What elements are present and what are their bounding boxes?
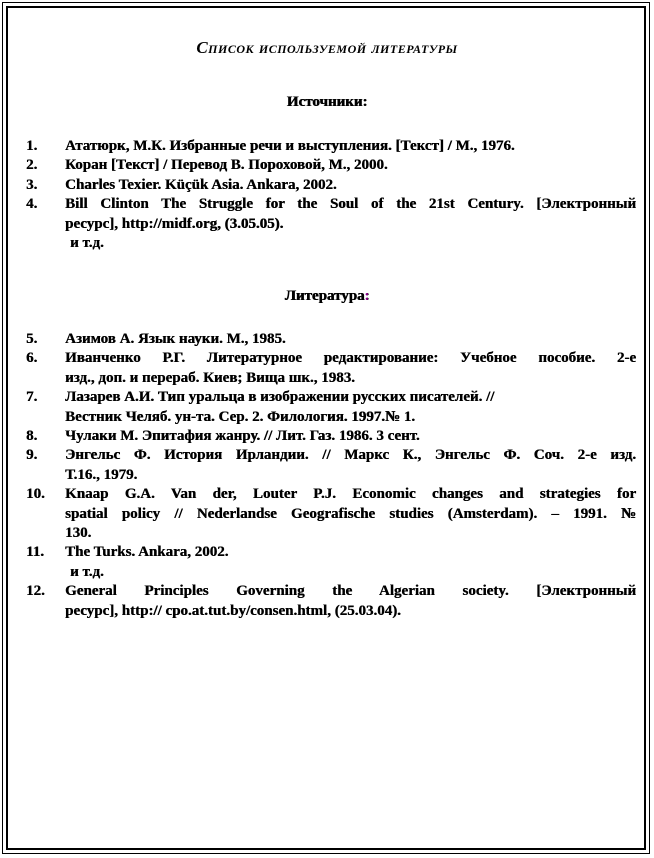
item-text: Азимов А. Язык науки. М., 1985.	[65, 331, 286, 347]
item-text: Чулаки М. Эпитафия жанру. // Лит. Газ. 1986. 3 сент.	[65, 428, 420, 445]
literature-heading	[0, 288, 654, 305]
list-item	[18, 582, 636, 621]
item-text-continuation: Вестник Челяб. ун-та. Сер. 2. Филология. 1997.№ 1.	[65, 408, 416, 425]
item-text-continuation: изд., доп. и перераб. Киев; Вища шк., 1983.	[65, 369, 355, 386]
item-number: 2.	[26, 157, 38, 174]
list-item	[18, 156, 636, 175]
list-item	[18, 388, 636, 427]
item-number: 4.	[26, 196, 38, 213]
item-text: Коран [Текст] / Перевод В. Пороховой, М., 2000.	[65, 157, 388, 174]
list-item	[18, 427, 636, 446]
item-number: 7.	[26, 389, 38, 406]
item-number: 12.	[26, 583, 45, 600]
item-text: Ататюрк, М.К. Избранные речи и выступления. [Текст] / М., 1976.	[65, 138, 515, 154]
item-text: General Principles Governing the Algerian society. [Электронный	[65, 583, 636, 600]
list-item	[18, 485, 636, 543]
sources-heading	[0, 94, 654, 111]
item-text: Charles Texier. Küçük Asia. Ankara, 2002.	[65, 176, 337, 193]
item-text-continuation: Т.16., 1979.	[65, 466, 138, 483]
sources-heading-colon: :	[362, 94, 368, 110]
item-text: Энгельс Ф. История Ирландии. // Маркс К., Энгельс Ф. Соч. 2-е изд.	[65, 447, 636, 464]
list-item	[18, 349, 636, 388]
item-number: 6.	[26, 350, 38, 367]
list-item	[18, 330, 636, 349]
item-number: 3.	[26, 176, 38, 193]
item-text: Иванченко Р.Г. Литературное редактирование: Учебное пособие. 2-е	[65, 350, 636, 367]
item-number: 9.	[26, 447, 38, 464]
item-number: 5.	[26, 331, 38, 347]
list-item	[18, 195, 636, 234]
etc-note: и т.д.	[70, 235, 104, 252]
sources-heading-text: Источники	[286, 94, 363, 110]
list-item	[18, 446, 636, 485]
item-text-continuation: ресурс], http://midf.org, (3.05.05).	[65, 215, 284, 232]
item-number: 10.	[26, 486, 45, 503]
item-text: The Turks. Ankara, 2002.	[65, 544, 229, 561]
literature-heading-colon: :	[364, 288, 370, 304]
list-item	[18, 137, 636, 156]
item-text: Bill Clinton The Struggle for the Soul of the 21st Century. [Электронный	[65, 196, 636, 213]
item-text-continuation: spatial policy // Nederlandse Geografische studies (Amsterdam). – 1991. №	[65, 505, 636, 522]
item-number: 11.	[26, 544, 44, 561]
literature-heading-text: Литература	[284, 288, 365, 304]
list-item	[18, 543, 636, 562]
sources-list	[18, 137, 636, 253]
item-text-continuation: ресурс], http:// cpo.at.tut.by/consen.html, (25.03.04).	[65, 602, 401, 619]
item-number: 1.	[26, 138, 38, 154]
list-item	[18, 176, 636, 195]
etc-note: и т.д.	[70, 563, 104, 580]
page-title: Список используемой литературы	[196, 38, 458, 57]
item-number: 8.	[26, 428, 38, 445]
item-text: Knaap G.A. Van der, Louter P.J. Economic changes and strategies for	[65, 486, 636, 503]
item-text-continuation: 130.	[65, 525, 92, 542]
literature-list	[18, 330, 636, 621]
item-text: Лазарев А.И. Тип уральца в изображении русских писателей. //	[65, 389, 495, 406]
